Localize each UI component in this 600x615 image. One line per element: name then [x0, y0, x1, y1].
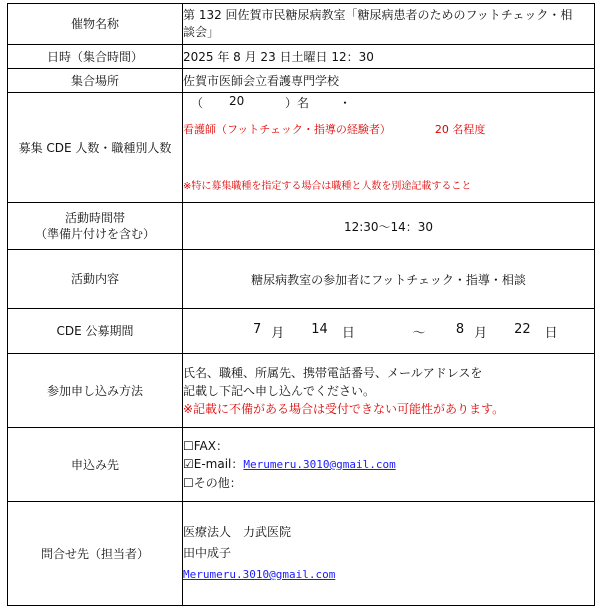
row-destination: [8, 428, 595, 502]
apply-value: [183, 354, 595, 428]
inquiry-label: 問合せ先（担当者）: [8, 502, 183, 606]
event-name-line-2: 談会」: [183, 25, 220, 39]
event-name-label: 催物名称: [8, 4, 183, 45]
period-start-month-unit: 月: [271, 325, 285, 341]
event-name-value: [183, 4, 595, 45]
period-end-day: 22: [514, 321, 531, 337]
meeting-place-value: 佐賀市医師会立看護専門学校: [183, 69, 595, 93]
destination-fax: ☐FAX：: [183, 439, 228, 453]
apply-line-2: 記載し下記へ申し込んでください。: [183, 383, 376, 398]
event-name-line-1: 第 132 回佐賀市民糖尿病教室「糖尿病患者のためのフットチェック・相: [183, 8, 573, 22]
inquiry-person: 田中成子: [183, 546, 232, 560]
content-label: 活動内容: [8, 250, 183, 309]
row-event-name: [8, 4, 595, 45]
meeting-place-label: 集合場所: [8, 69, 183, 93]
hours-label: [8, 203, 183, 250]
period-start-month: 7: [253, 321, 262, 337]
datetime-label: 日時（集合時間）: [8, 45, 183, 69]
recruit-value: [183, 93, 595, 203]
recruit-job-line: [183, 121, 594, 137]
row-inquiry: [8, 502, 595, 606]
recruit-job: 看護師（フットチェック・指導の経験者）: [183, 122, 391, 136]
recruit-count: 20: [229, 93, 245, 108]
content-value: 糖尿病教室の参加者にフットチェック・指導・相談: [183, 250, 595, 309]
datetime-value: 2025 年 8 月 23 日土曜日 12：30: [183, 45, 595, 69]
inquiry-email-link[interactable]: Merumeru.3010@gmail.com: [183, 568, 336, 581]
recruit-count-line: [183, 94, 594, 111]
period-tilde: ～: [412, 325, 426, 341]
period-end-month-unit: 月: [474, 325, 488, 341]
row-apply-method: [8, 354, 595, 428]
period-value: [183, 309, 595, 354]
destination-label: 申込み先: [8, 428, 183, 502]
recruit-open-paren: （: [191, 95, 204, 110]
hours-value: 12:30～14：30: [183, 203, 595, 250]
destination-email-prefix: ☑E-mail：: [183, 457, 244, 471]
period-range: [183, 322, 594, 341]
row-period: [8, 309, 595, 354]
period-label: CDE 公募期間: [8, 309, 183, 354]
recruit-note: ※特に募集職種を指定する場合は職種と人数を別途記載すること: [183, 180, 472, 192]
destination-other: ☐その他：: [183, 476, 242, 490]
inquiry-org: 医療法人 力武医院: [183, 525, 292, 539]
period-end-month: 8: [455, 321, 465, 337]
period-end-day-unit: 日: [544, 325, 558, 341]
apply-line-1: 氏名、職種、所属先、携帯電話番号、メールアドレスを: [183, 365, 483, 380]
apply-line-3: ※記載に不備がある場合は受付できない可能性があります。: [183, 401, 505, 416]
apply-label: 参加申し込み方法: [8, 354, 183, 428]
recruitment-form-table: [7, 3, 595, 606]
recruit-job-count: 20 名程度: [434, 122, 486, 136]
hours-label-line-2: （準備片付けを含む）: [34, 227, 155, 241]
recruit-dot: ・: [339, 95, 352, 110]
destination-email-line: [183, 455, 594, 474]
destination-value: [183, 428, 595, 502]
inquiry-value: [183, 502, 595, 606]
row-hours: [8, 203, 595, 250]
recruit-label: 募集 CDE 人数・職種別人数: [8, 93, 183, 203]
row-content: [8, 250, 595, 309]
row-meeting-place: [8, 69, 595, 93]
hours-label-line-1: 活動時間帯: [64, 211, 125, 225]
recruit-close-paren: ）名: [285, 95, 310, 110]
destination-email-link[interactable]: Merumeru.3010@gmail.com: [243, 458, 396, 471]
period-start-day-unit: 日: [341, 325, 355, 341]
row-datetime: [8, 45, 595, 69]
period-start-day: 14: [311, 321, 328, 337]
row-recruit: [8, 93, 595, 203]
